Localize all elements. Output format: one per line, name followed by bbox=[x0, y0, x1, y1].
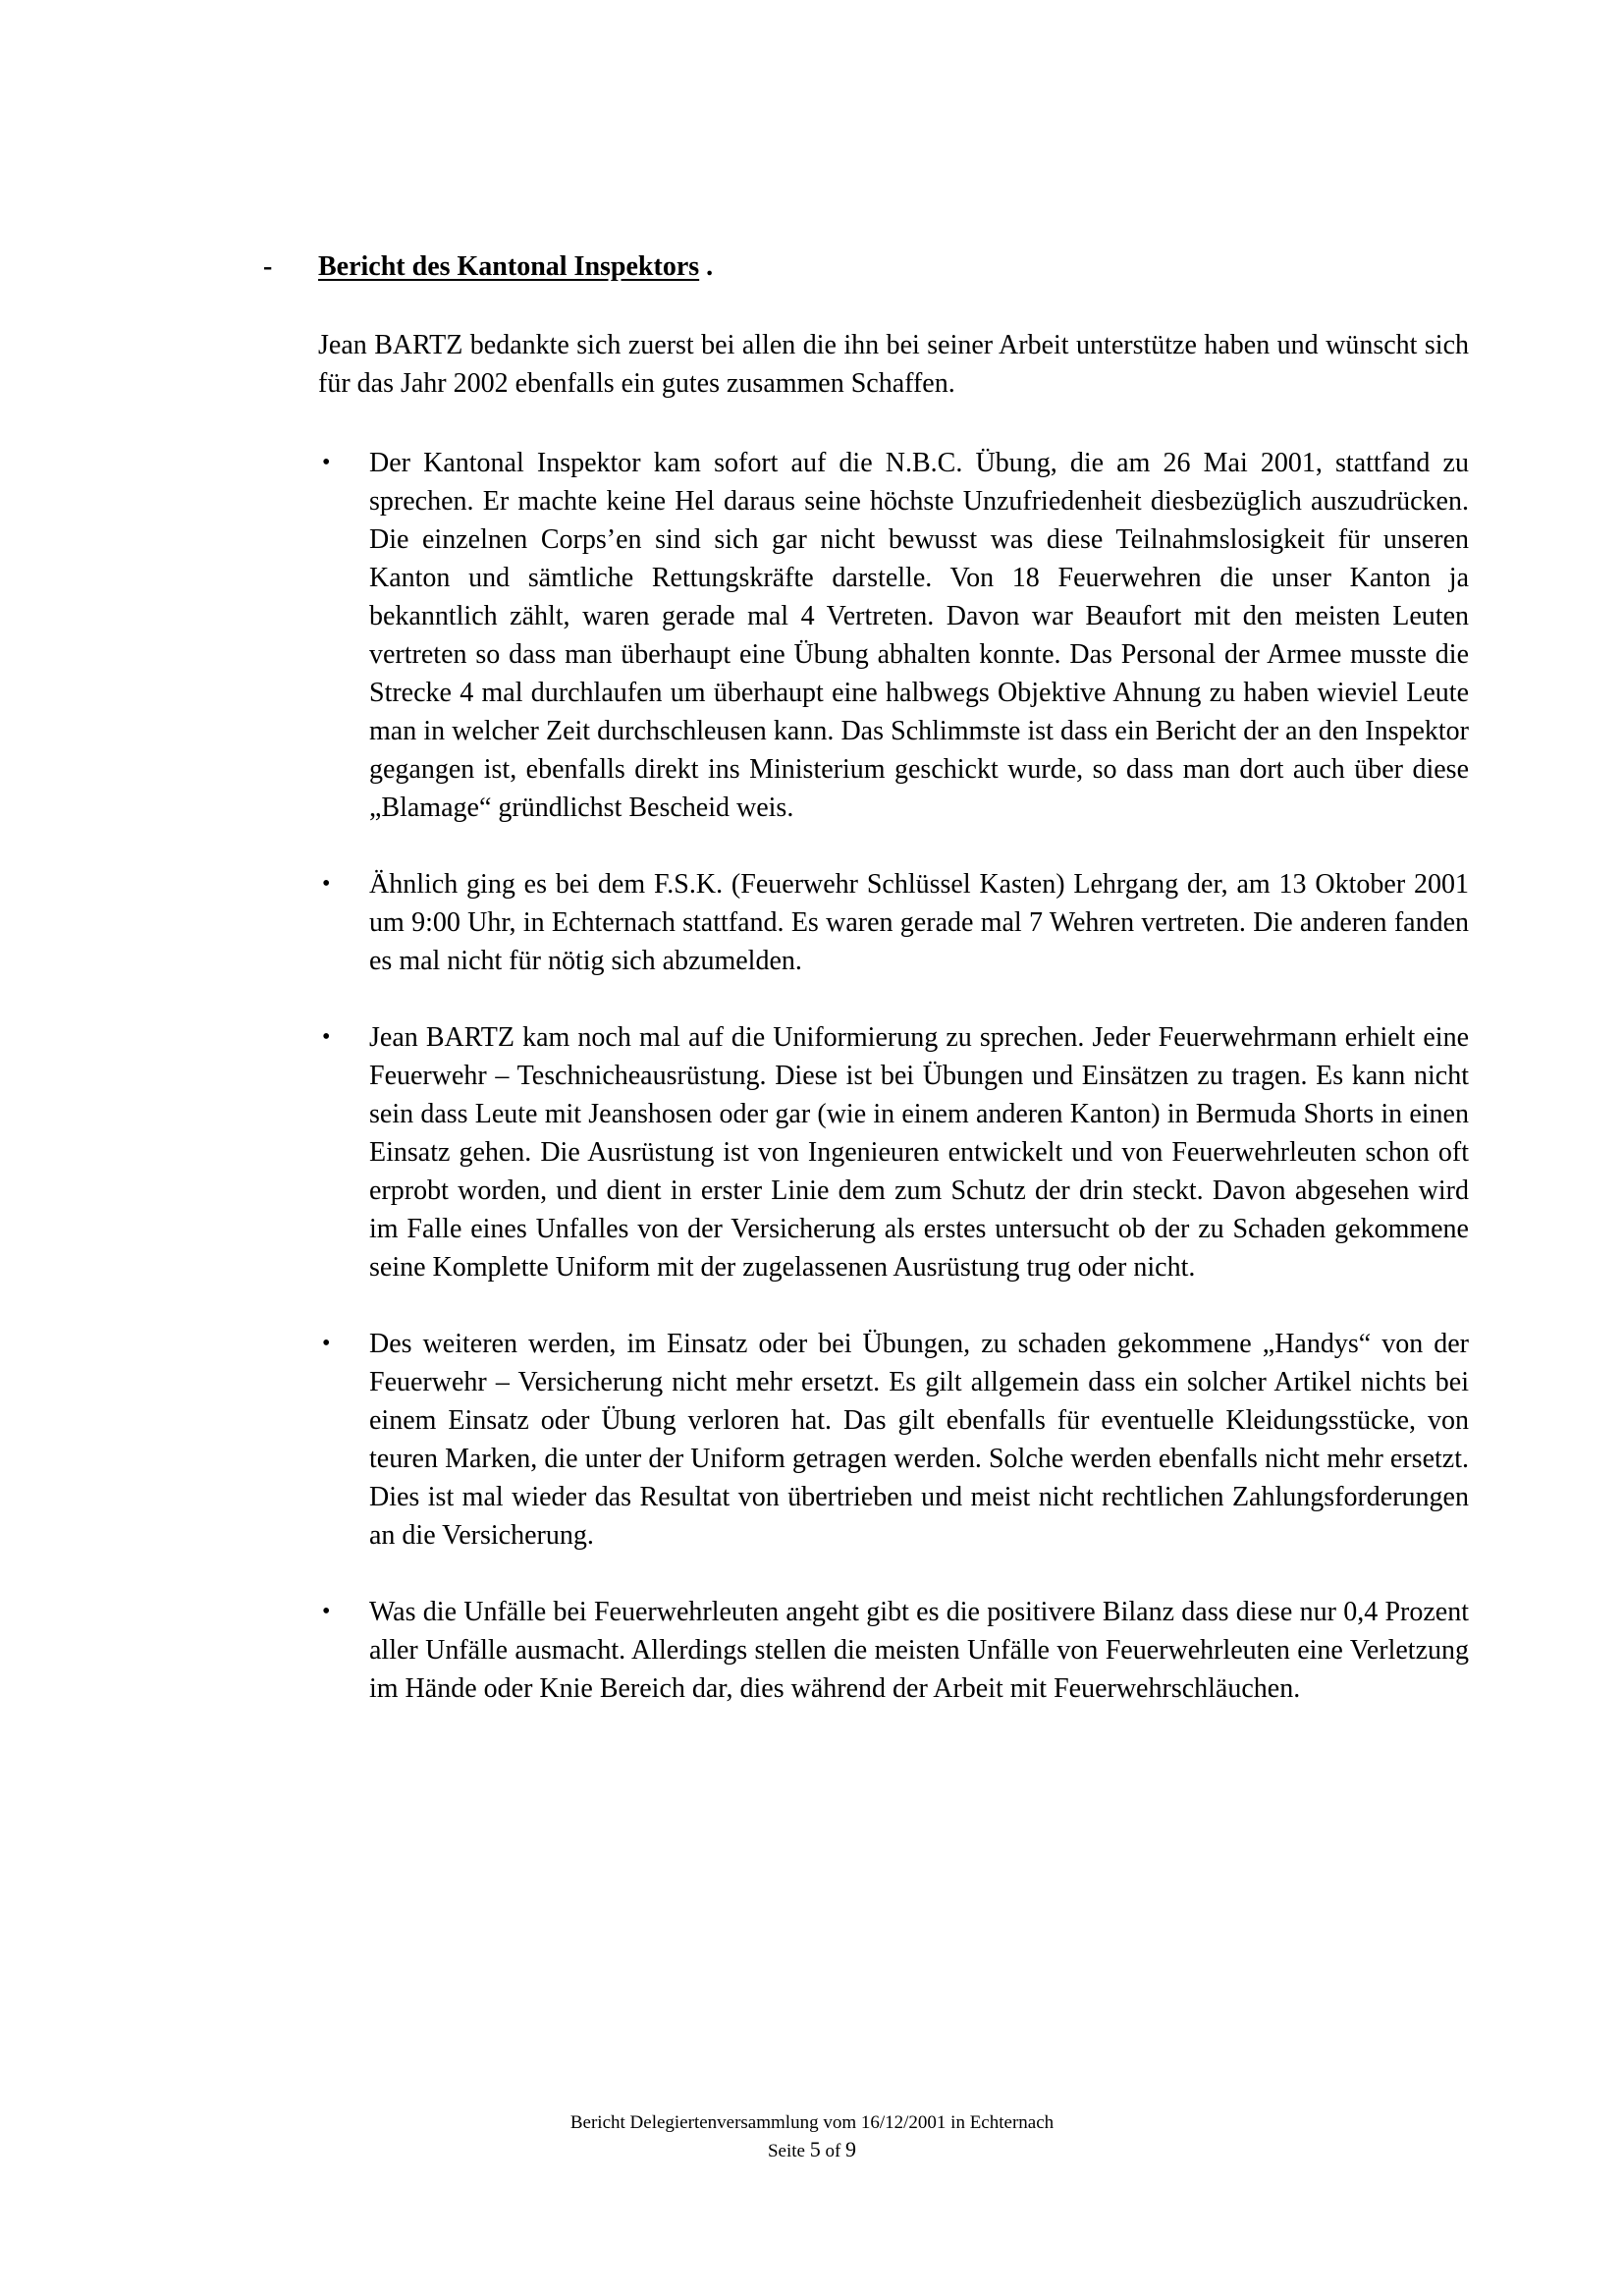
bullet-icon: • bbox=[322, 1599, 331, 1624]
intro-paragraph: Jean BARTZ bedankte sich zuerst bei allen die ihn bei seiner Arbeit unterstütze haben und wünscht sich für das Jahr 2002 ebenfalls ein gutes zusammen Schaffen. bbox=[318, 330, 1469, 399]
page-separator: of bbox=[820, 2141, 846, 2161]
section-heading bbox=[263, 247, 713, 287]
page-number bbox=[0, 2136, 1624, 2164]
bullet-icon: • bbox=[322, 1024, 331, 1050]
list-item bbox=[318, 865, 1469, 980]
list-item-text: Jean BARTZ kam noch mal auf die Uniformierung zu sprechen. Jeder Feuerwehrmann erhielt eine Feuerwehr – Teschnicheausrüstung. Diese ist bei Übungen und Einsätzen zu tragen. Es kann nicht sein dass Leute mit Jeanshosen oder gar (wie in einem anderen Kanton) in Bermuda Shorts in einen Einsatz gehen. Die Ausrüstung ist von Ingenieuren entwickelt und von Feuerwehrleuten schon oft erprobt worden, und dient in erster Linie dem zum Schutz der drin steckt. Davon abgesehen wird im Falle eines Unfalles von der Versicherung als erstes untersucht ob der zu Schaden gekommene seine Komplette Uniform mit der zugelassenen Ausrüstung trug oder nicht. bbox=[369, 1022, 1469, 1283]
bullet-list bbox=[318, 444, 1469, 1746]
list-item bbox=[318, 1593, 1469, 1708]
heading-title: Bericht des Kantonal Inspektors bbox=[318, 251, 700, 282]
page-current: 5 bbox=[809, 2137, 821, 2161]
bullet-icon: • bbox=[322, 450, 331, 475]
list-item-text: Des weiteren werden, im Einsatz oder bei Übungen, zu schaden gekommene „Handys“ von der Feuerwehr – Versicherung nicht mehr ersetzt. Es gilt allgemein dass ein solcher Artikel nichts bei einem Einsatz oder Übung verloren hat. Das gilt ebenfalls für eventuelle Kleidungsstücke, von teuren Marken, die unter der Uniform getragen werden. Solche werden ebenfalls nicht mehr ersetzt. Dies ist mal wieder das Resultat von übertrieben und meist nicht rechtlichen Zahlungsforderungen an die Versicherung. bbox=[369, 1329, 1469, 1551]
page-total: 9 bbox=[845, 2137, 857, 2161]
list-item-text: Ähnlich ging es bei dem F.S.K. (Feuerwehr Schlüssel Kasten) Lehrgang der, am 13 Oktober 2001 um 9:00 Uhr, in Echternach stattfand. Es waren gerade mal 7 Wehren vertreten. Die anderen fanden es mal nicht für nötig sich abzumelden. bbox=[369, 869, 1469, 976]
list-item bbox=[318, 1325, 1469, 1555]
bullet-icon: • bbox=[322, 1331, 331, 1356]
page-prefix: Seite bbox=[767, 2141, 810, 2161]
list-item-text: Was die Unfälle bei Feuerwehrleuten angeht gibt es die positivere Bilanz dass diese nur 0,4 Prozent aller Unfälle ausmacht. Allerdings stellen die meisten Unfälle von Feuerwehrleuten eine Verletzung im Hände oder Knie Bereich dar, dies während der Arbeit mit Feuerwehrschläuchen. bbox=[369, 1597, 1469, 1704]
list-item bbox=[318, 1018, 1469, 1286]
bullet-icon: • bbox=[322, 871, 331, 897]
heading-dash: - bbox=[263, 251, 273, 282]
heading-suffix: . bbox=[699, 251, 714, 282]
footer-title: Bericht Delegiertenversammlung vom 16/12/2001 in Echternach bbox=[569, 2112, 1055, 2133]
list-item bbox=[318, 444, 1469, 827]
page-footer bbox=[0, 2109, 1624, 2164]
list-item-text: Der Kantonal Inspektor kam sofort auf die N.B.C. Übung, die am 26 Mai 2001, stattfand zu sprechen. Er machte keine Hel daraus seine höchste Unzufriedenheit diesbezüglich auszudrücken. Die einzelnen Corps’en sind sich gar nicht bewusst was diese Teilnahmslosigkeit für unseren Kanton und sämtliche Rettungskräfte darstelle. Von 18 Feuerwehren die unser Kanton ja bekanntlich zählt, waren gerade mal 4 Vertreten. Davon war Beaufort mit den meisten Leuten vertreten so dass man überhaupt eine Übung abhalten konnte. Das Personal der Armee musste die Strecke 4 mal durchlaufen um überhaupt eine halbwegs Objektive Ahnung zu haben wieviel Leute man in welcher Zeit durchschleusen kann. Das Schlimmste ist dass ein Bericht der an den Inspektor gegangen ist, ebenfalls direkt ins Ministerium geschickt wurde, so dass man dort auch über diese „Blamage“ gründlichst Bescheid weis. bbox=[369, 448, 1469, 823]
